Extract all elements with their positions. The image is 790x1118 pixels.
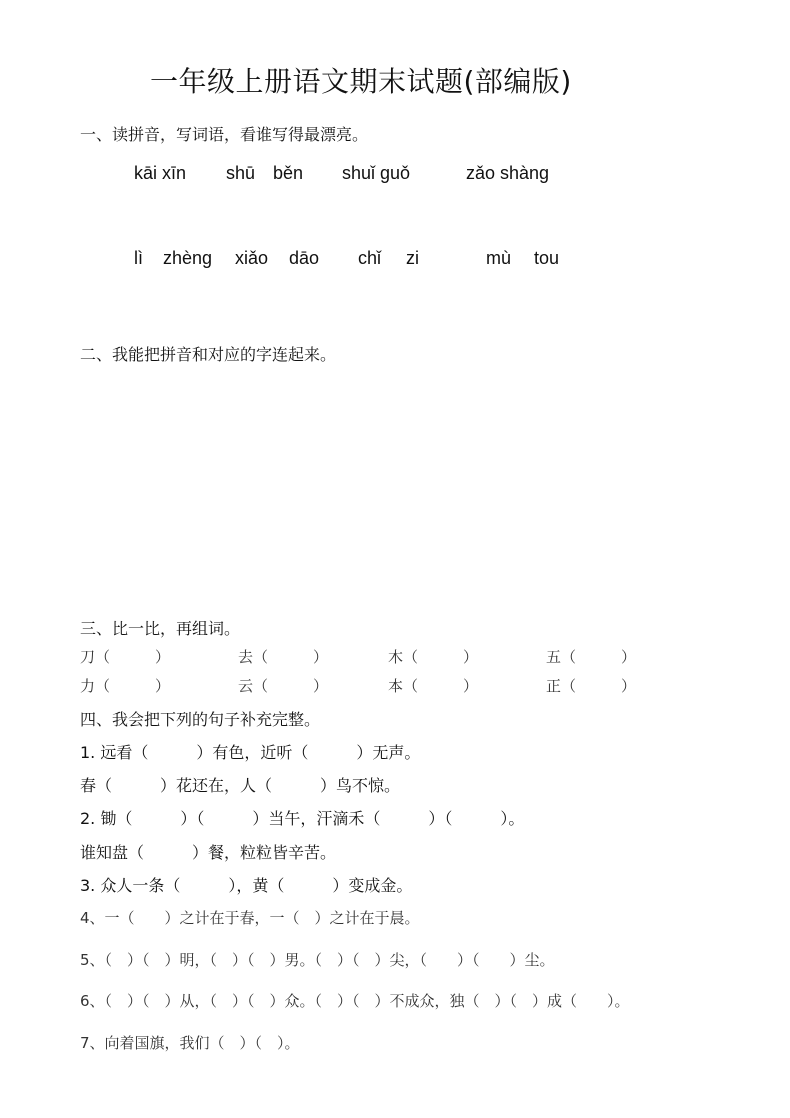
sentence-item: 谁知盘（ ）餐，粒粒皆辛苦。 xyxy=(80,843,337,862)
compare-item: 本（ ） xyxy=(388,677,479,695)
pinyin-item: běn xyxy=(273,163,304,183)
compare-item: 去（ ） xyxy=(238,648,329,666)
pinyin-item: lì xyxy=(134,248,143,268)
compare-item: 木（ ） xyxy=(388,648,479,666)
sentence-item: 1. 远看（ ）有色，近听（ ）无声。 xyxy=(80,743,421,762)
sentence-item: 2. 锄（ ）（ ）当午，汗滴禾（ ）（ ）。 xyxy=(80,809,525,828)
sentence-item: 7、向着国旗，我们（ ）（ ）。 xyxy=(80,1034,300,1052)
section-4-heading: 四、我会把下列的句子补充完整。 xyxy=(80,710,321,729)
sentence-item: 5、（ ）（ ）明，（ ）（ ）男。（ ）（ ）尖，（ ）（ ）尘。 xyxy=(80,951,555,969)
pinyin-item: zǎo shàng xyxy=(466,163,550,183)
compare-item: 刀（ ） xyxy=(80,648,171,666)
pinyin-item: tou xyxy=(534,248,560,268)
compare-item: 五（ ） xyxy=(546,648,637,666)
pinyin-item: zi xyxy=(406,248,419,268)
compare-item: 云（ ） xyxy=(238,677,329,695)
compare-item: 力（ ） xyxy=(80,677,171,695)
section-2-heading: 二、我能把拼音和对应的字连起来。 xyxy=(80,345,337,364)
pinyin-item: dāo xyxy=(289,248,320,268)
pinyin-item: kāi xīn xyxy=(134,163,187,183)
pinyin-item: zhèng xyxy=(163,248,213,268)
pinyin-item: chǐ xyxy=(358,248,382,268)
section-1-heading: 一、读拼音，写词语，看谁写得最漂亮。 xyxy=(80,125,369,144)
pinyin-item: shuǐ guǒ xyxy=(342,163,411,183)
sentence-item: 春（ ）花还在，人（ ）鸟不惊。 xyxy=(80,776,401,795)
sentence-item: 4、一（ ）之计在于春，一（ ）之计在于晨。 xyxy=(80,909,420,927)
pinyin-item: mù xyxy=(486,248,512,268)
section-3-heading: 三、比一比，再组词。 xyxy=(80,619,241,638)
compare-item: 正（ ） xyxy=(546,677,637,695)
pinyin-item: xiǎo xyxy=(235,248,269,268)
sentence-item: 3. 众人一条（ ），黄（ ）变成金。 xyxy=(80,876,413,895)
pinyin-item: shū xyxy=(226,163,256,183)
page-title: 一年级上册语文期末试题(部编版) xyxy=(150,65,572,98)
sentence-item: 6、（ ）（ ）从，（ ）（ ）众。（ ）（ ）不成众，独（ ）（ ）成（ ）。 xyxy=(80,992,630,1010)
